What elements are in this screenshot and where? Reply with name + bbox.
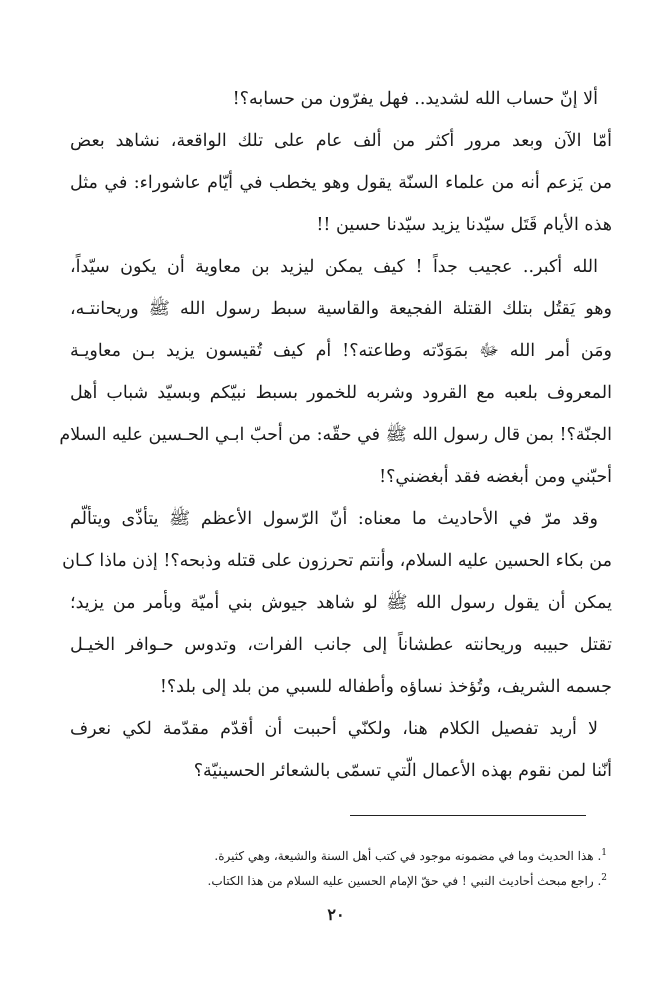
- footnote-marker: 2: [601, 873, 607, 883]
- text-line: هذه الأيام قَتَل سيّدنا يزيد سيّدنا حسين !!: [316, 215, 612, 235]
- text-line: الله أكبر.. عجيب جداً ! كيف يمكن ليزيد بن معاوية أن يكون سيّداً،: [70, 257, 598, 277]
- body-text: [59, 78, 612, 792]
- text-line: وهو يَقتُل بتلك القتلة الفجيعة والقاسية سبط رسول الله ﷺ وريحانتـه،: [70, 299, 612, 319]
- text-line: ألا إنّ حساب الله لشديد.. فهل يفرّون من حسابه؟!: [232, 89, 598, 109]
- footnote: [210, 842, 607, 867]
- footnote: [207, 867, 607, 892]
- text-line: أمّا الآن وبعد مرور أكثر من ألف عام على تلك الواقعة، نشاهد بعض: [70, 131, 612, 151]
- text-line: لا أريد تفصيل الكلام هنا، ولكنّي أحببت أن أقدّم مقدّمة لكي نعرف: [70, 719, 598, 739]
- text-line: من بكاء الحسين عليه السلام، وأنتم تحرزون على قتله وذبحه؟! إذن ماذا كـان: [62, 551, 612, 571]
- text-line: ومَن أمر الله ﷻ بمَوَدّته وطاعته؟! أم كيف تُقيسون يزيد بـن معاويـة: [70, 341, 612, 361]
- text-line: أنّنا لمن نقوم بهذه الأعمال الّتي تسمّى بالشعائر الحسينيّة؟: [193, 761, 612, 781]
- page-number: ٢٠: [327, 905, 345, 924]
- text-line: الجنّة؟! بمن قال رسول الله ﷺ في حقّه: من أحبّ ابـي الحـسين عليه السلام: [59, 425, 612, 445]
- text-line: وقد مرّ في الأحاديث ما معناه: أنّ الرّسول الأعظم ﷺ يتأذّى ويتألّم: [70, 509, 598, 529]
- text-line: جسمه الشريف، وتُؤخذ نساؤه وأطفاله للسبي من بلد إلى بلد؟!: [159, 677, 612, 697]
- footnote-separator: [350, 815, 586, 816]
- text-line: المعروف بلعبه مع القرود وشربه للخمور بسبط نبيّكم وبسيّد شباب أهل: [70, 383, 612, 403]
- footnote-marker: 1: [601, 848, 607, 858]
- footnote-text: . هذا الحديث وما في مضمونه موجود في كتب أهل السنة والشيعة، وهي كثيرة.: [214, 849, 602, 863]
- footnote-text: . راجع مبحث أحاديث النبي ! في حقّ الإمام الحسين عليه السلام من هذا الكتاب.: [207, 874, 602, 888]
- text-line: من يَزعم أنه من علماء السنّة يقول وهو يخطب في أيّام عاشوراء: في مثل: [70, 173, 612, 193]
- footnotes: [207, 842, 607, 892]
- text-line: يمكن أن يقول رسول الله ﷺ لو شاهد جيوش بني أميّة وبأمر من يزيد؛: [70, 593, 612, 613]
- text-line: تقتل حبيبه وريحانته عطشاناً إلى جانب الفرات، وتدوس حـوافر الخيـل: [70, 635, 612, 655]
- text-line: أحبّني ومن أبغضه فقد أبغضني؟!: [379, 467, 612, 487]
